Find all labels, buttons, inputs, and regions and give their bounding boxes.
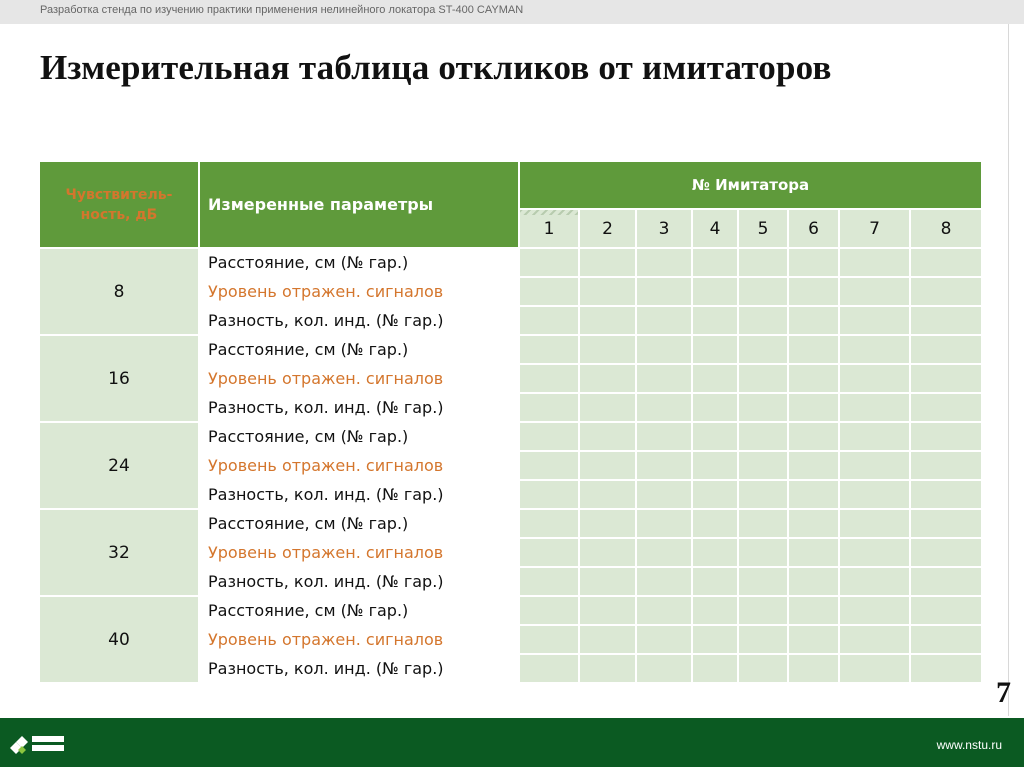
measurement-cell [789, 423, 838, 450]
sensitivity-header-line1: Чувствитель- [65, 186, 173, 203]
measurement-cell [739, 394, 787, 421]
imitator-number-6: 6 [789, 210, 838, 247]
measurement-cell [739, 307, 787, 334]
imitator-number-2: 2 [580, 210, 635, 247]
measurement-cell [580, 626, 635, 653]
measurement-cell [840, 597, 909, 624]
measurement-cell [840, 336, 909, 363]
footer [0, 718, 1024, 767]
params-header: Измеренные параметры [200, 162, 518, 247]
measurement-cell [789, 336, 838, 363]
measurement-cell [739, 481, 787, 508]
measurement-cell [580, 597, 635, 624]
right-divider [1008, 24, 1009, 716]
measurement-cell [789, 278, 838, 305]
measurement-cell [637, 510, 691, 537]
table-row [40, 597, 981, 624]
signal-level-label: Уровень отражен. сигналов [200, 452, 518, 479]
measurement-cell [637, 423, 691, 450]
measurement-cell [580, 655, 635, 682]
measurement-cell [580, 539, 635, 566]
sensitivity-value: 24 [40, 423, 198, 508]
measurement-cell [840, 249, 909, 276]
imitator-number-7: 7 [840, 210, 909, 247]
imitator-number-1: 1 [520, 210, 578, 247]
measurement-cell [840, 539, 909, 566]
measurement-cell [911, 452, 981, 479]
distance-label: Расстояние, см (№ гар.) [200, 423, 518, 450]
measurement-cell [911, 423, 981, 450]
measurement-cell [739, 423, 787, 450]
measurement-cell [911, 539, 981, 566]
measurement-cell [789, 307, 838, 334]
footer-site-link[interactable]: www.nstu.ru [936, 738, 1002, 752]
distance-label: Расстояние, см (№ гар.) [200, 597, 518, 624]
measurement-cell [693, 481, 737, 508]
measurement-cell [637, 597, 691, 624]
measurement-cell [580, 278, 635, 305]
measurement-cell [520, 423, 578, 450]
measurement-cell [840, 423, 909, 450]
measurement-cell [911, 249, 981, 276]
difference-label: Разность, кол. инд. (№ гар.) [200, 568, 518, 595]
measurement-cell [789, 452, 838, 479]
measurement-cell [580, 394, 635, 421]
distance-label: Расстояние, см (№ гар.) [200, 336, 518, 363]
measurement-cell [637, 452, 691, 479]
measurement-cell [840, 365, 909, 392]
measurement-cell [693, 510, 737, 537]
page-title: Измерительная таблица откликов от имитаторов [40, 48, 832, 87]
measurement-cell [739, 597, 787, 624]
measurement-cell [911, 626, 981, 653]
measurement-cell [911, 510, 981, 537]
difference-label: Разность, кол. инд. (№ гар.) [200, 655, 518, 682]
sensitivity-header [40, 162, 198, 247]
table-row [40, 510, 981, 537]
measurement-cell [637, 249, 691, 276]
measurement-cell [693, 452, 737, 479]
measurement-cell [580, 452, 635, 479]
measurement-cell [840, 278, 909, 305]
measurement-cell [789, 539, 838, 566]
distance-label: Расстояние, см (№ гар.) [200, 510, 518, 537]
measurement-cell [789, 510, 838, 537]
difference-label: Разность, кол. инд. (№ гар.) [200, 394, 518, 421]
measurement-cell [580, 510, 635, 537]
measurement-cell [637, 278, 691, 305]
measurement-cell [840, 307, 909, 334]
measurement-cell [789, 481, 838, 508]
measurement-cell [580, 365, 635, 392]
measurement-cell [520, 597, 578, 624]
measurement-cell [580, 568, 635, 595]
measurement-cell [637, 655, 691, 682]
measurement-cell [693, 365, 737, 392]
imitator-number-8: 8 [911, 210, 981, 247]
distance-label: Расстояние, см (№ гар.) [200, 249, 518, 276]
measurement-cell [739, 539, 787, 566]
measurement-cell [739, 452, 787, 479]
difference-label: Разность, кол. инд. (№ гар.) [200, 481, 518, 508]
measurement-cell [693, 539, 737, 566]
top-bar [0, 0, 1024, 24]
measurement-cell [840, 481, 909, 508]
measurement-cell [693, 655, 737, 682]
signal-level-label: Уровень отражен. сигналов [200, 539, 518, 566]
signal-level-label: Уровень отражен. сигналов [200, 626, 518, 653]
measurement-cell [739, 365, 787, 392]
measurement-cell [637, 568, 691, 595]
sensitivity-header-line2: ность, дБ [80, 206, 158, 223]
measurement-cell [739, 568, 787, 595]
measurement-cell [911, 481, 981, 508]
table-row [40, 336, 981, 363]
difference-label: Разность, кол. инд. (№ гар.) [200, 307, 518, 334]
measurement-cell [520, 568, 578, 595]
measurement-cell [693, 394, 737, 421]
measurement-cell [520, 307, 578, 334]
measurement-cell [789, 568, 838, 595]
measurement-cell [520, 365, 578, 392]
measurement-cell [520, 539, 578, 566]
imitator-header: № Имитатора [520, 162, 981, 208]
measurement-cell [637, 336, 691, 363]
measurement-cell [840, 568, 909, 595]
measurement-cell [739, 249, 787, 276]
measurement-cell [520, 278, 578, 305]
table-row [40, 249, 981, 276]
measurement-cell [693, 307, 737, 334]
measurement-cell [911, 597, 981, 624]
measurement-cell [789, 365, 838, 392]
measurement-cell [789, 249, 838, 276]
measurement-cell [840, 510, 909, 537]
measurement-cell [637, 307, 691, 334]
measurement-cell [789, 655, 838, 682]
measurement-cell [789, 394, 838, 421]
measurement-cell [911, 568, 981, 595]
measurement-cell [580, 423, 635, 450]
measurement-cell [739, 336, 787, 363]
measurement-cell [911, 394, 981, 421]
measurement-cell [840, 626, 909, 653]
page-number: 7 [996, 676, 1011, 709]
measurement-cell [840, 655, 909, 682]
signal-level-label: Уровень отражен. сигналов [200, 365, 518, 392]
measurement-cell [637, 539, 691, 566]
measurement-cell [911, 307, 981, 334]
measurement-cell [693, 278, 737, 305]
measurement-cell [840, 452, 909, 479]
signal-level-label: Уровень отражен. сигналов [200, 278, 518, 305]
measurement-cell [911, 365, 981, 392]
measurement-cell [580, 307, 635, 334]
measurement-cell [739, 278, 787, 305]
measurement-cell [789, 626, 838, 653]
measurement-cell [911, 336, 981, 363]
measurement-cell [520, 249, 578, 276]
measurement-cell [580, 336, 635, 363]
measurement-cell [637, 394, 691, 421]
measurement-cell [911, 655, 981, 682]
sensitivity-value: 16 [40, 336, 198, 421]
measurement-cell [693, 249, 737, 276]
measurement-cell [520, 394, 578, 421]
measurement-cell [739, 510, 787, 537]
measurement-cell [637, 626, 691, 653]
sensitivity-value: 32 [40, 510, 198, 595]
measurement-cell [739, 655, 787, 682]
imitator-number-4: 4 [693, 210, 737, 247]
measurement-cell [520, 336, 578, 363]
measurement-cell [637, 365, 691, 392]
measurement-cell [840, 394, 909, 421]
measurement-cell [739, 626, 787, 653]
measurement-cell [520, 481, 578, 508]
imitator-number-3: 3 [637, 210, 691, 247]
measurement-cell [520, 655, 578, 682]
measurement-cell [637, 481, 691, 508]
measurement-cell [911, 278, 981, 305]
imitator-number-5: 5 [739, 210, 787, 247]
measurement-cell [580, 481, 635, 508]
measurement-cell [693, 626, 737, 653]
measurement-cell [693, 423, 737, 450]
measurement-cell [520, 510, 578, 537]
sensitivity-value: 40 [40, 597, 198, 682]
table-row [40, 423, 981, 450]
measurement-cell [520, 626, 578, 653]
measurement-cell [580, 249, 635, 276]
measurement-cell [693, 336, 737, 363]
header-text: Разработка стенда по изучению практики применения нелинейного локатора ST-400 CAYMAN [40, 4, 524, 16]
measurement-table [38, 160, 983, 684]
sensitivity-value: 8 [40, 249, 198, 334]
measurement-cell [520, 452, 578, 479]
nstu-logo-icon [8, 730, 68, 756]
measurement-cell [693, 597, 737, 624]
measurement-cell [693, 568, 737, 595]
measurement-cell [789, 597, 838, 624]
